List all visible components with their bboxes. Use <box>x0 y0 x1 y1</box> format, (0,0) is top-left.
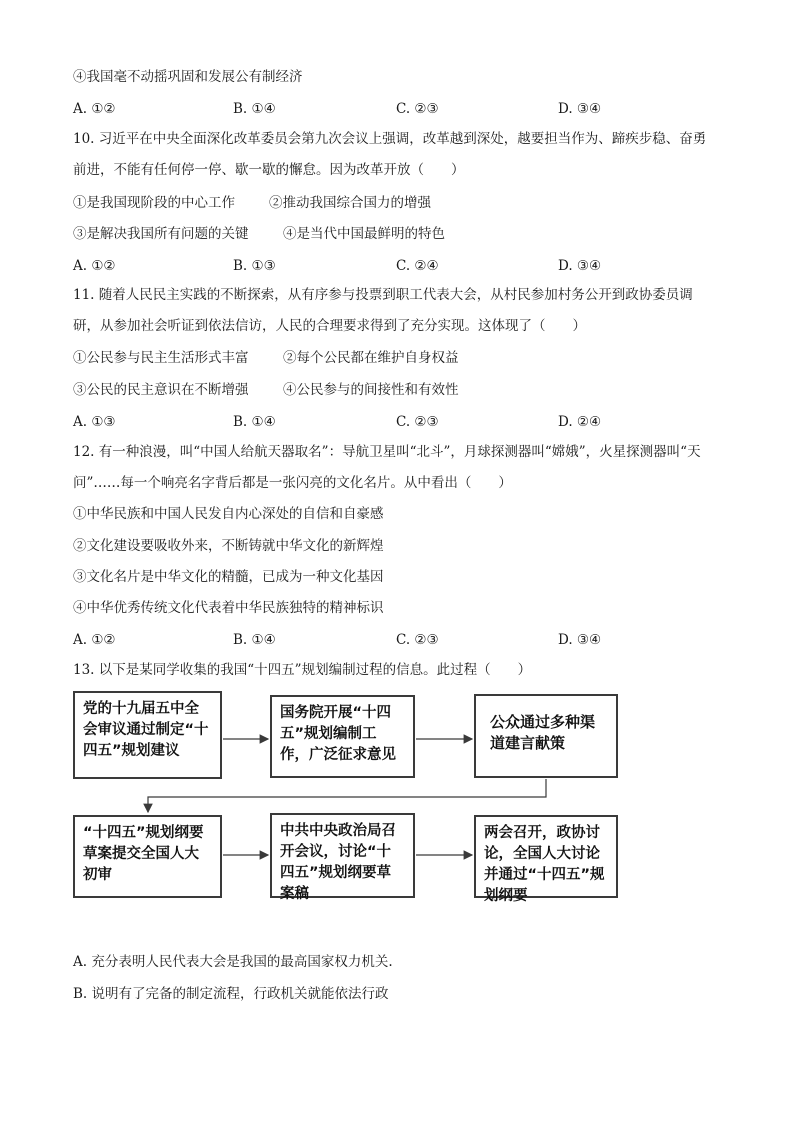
q12-option-c[interactable]: C. ②③ <box>396 632 439 648</box>
q9-option-a[interactable]: A. ①② <box>73 101 116 117</box>
q12-item-1: ①中华民族和中国人民发自内心深处的自信和自豪感 <box>73 506 384 522</box>
q11-item-1: ①公民参与民主生活形式丰富 <box>73 350 249 366</box>
flow-step-6: 两会召开，政协讨论，全国人大讨论并通过“十四五”规划纲要 <box>474 815 618 898</box>
q9-option-b[interactable]: B. ①④ <box>233 101 276 117</box>
q10-option-a[interactable]: A. ①② <box>73 258 116 274</box>
arrow-3-4 <box>148 779 546 812</box>
q11-stem: 11. 随着人民民主实践的不断探索，从有序参与投票到职工代表大会，从村民参加村务公开到政协委员调研，从参加社会听证到依法信访，人民的合理要求得到了充分实现。这体现了（ ） <box>73 287 693 334</box>
q10-stem: 10. 习近平在中央全面深化改革委员会第九次会议上强调，改革越到深处，越要担当作为、蹄疾步稳、奋勇前进，不能有任何停一停、歇一歇的懈怠。因为改革开放（ ） <box>73 131 707 178</box>
q11-option-b[interactable]: B. ①④ <box>233 414 276 430</box>
q10-item-3: ③是解决我国所有问题的关键 <box>73 226 249 242</box>
q11-option-c[interactable]: C. ②③ <box>396 414 439 430</box>
q10-item-2: ②推动我国综合国力的增强 <box>269 195 431 211</box>
q12-item-4: ④中华优秀传统文化代表着中华民族独特的精神标识 <box>73 600 384 616</box>
flow-step-1: 党的十九届五中全会审议通过制定“十四五”规划建议 <box>73 691 222 779</box>
flow-step-4: “十四五”规划纲要草案提交全国人大初审 <box>73 815 222 898</box>
flow-step-3: 公众通过多种渠道建言献策 <box>474 694 618 778</box>
q11-item-4: ④公民参与的间接性和有效性 <box>283 382 459 398</box>
q12-stem: 12. 有一种浪漫，叫“中国人给航天器取名”：导航卫星叫“北斗”，月球探测器叫“嫦娥”，火星探测器叫“天问”……每一个响亮名字背后都是一张闪亮的文化名片。从中看出（ ） <box>73 444 701 491</box>
q10-item-1: ①是我国现阶段的中心工作 <box>73 195 235 211</box>
flow-step-2: 国务院开展“十四五”规划编制工作，广泛征求意见 <box>270 695 415 778</box>
q9-option-c[interactable]: C. ②③ <box>396 101 439 117</box>
q9-item-4: ④我国毫不动摇巩固和发展公有制经济 <box>73 69 303 85</box>
q11-item-3: ③公民的民主意识在不断增强 <box>73 382 249 398</box>
q10-option-d[interactable]: D. ③④ <box>558 258 602 274</box>
q12-option-d[interactable]: D. ③④ <box>558 632 602 648</box>
q10-option-c[interactable]: C. ②④ <box>396 258 439 274</box>
q10-option-b[interactable]: B. ①③ <box>233 258 276 274</box>
q11-option-d[interactable]: D. ②④ <box>558 414 602 430</box>
q13-option-a[interactable]: A. 充分表明人民代表大会是我国的最高国家权力机关. <box>73 954 393 970</box>
q11-item-2: ②每个公民都在维护自身权益 <box>283 350 459 366</box>
flow-step-5: 中共中央政治局召开会议，讨论“十四五”规划纲要草案稿 <box>270 813 415 898</box>
q13-stem: 13. 以下是某同学收集的我国“十四五”规划编制过程的信息。此过程（ ） <box>73 662 532 678</box>
q13-option-b[interactable]: B. 说明有了完备的制定流程，行政机关就能依法行政 <box>73 986 389 1002</box>
q10-item-4: ④是当代中国最鲜明的特色 <box>283 226 445 242</box>
q9-option-d[interactable]: D. ③④ <box>558 101 602 117</box>
q12-option-a[interactable]: A. ①② <box>73 632 116 648</box>
q12-item-3: ③文化名片是中华文化的精髓，已成为一种文化基因 <box>73 569 384 585</box>
q11-option-a[interactable]: A. ①③ <box>73 414 116 430</box>
q12-item-2: ②文化建设要吸收外来，不断铸就中华文化的新辉煌 <box>73 538 384 554</box>
q12-option-b[interactable]: B. ①④ <box>233 632 276 648</box>
